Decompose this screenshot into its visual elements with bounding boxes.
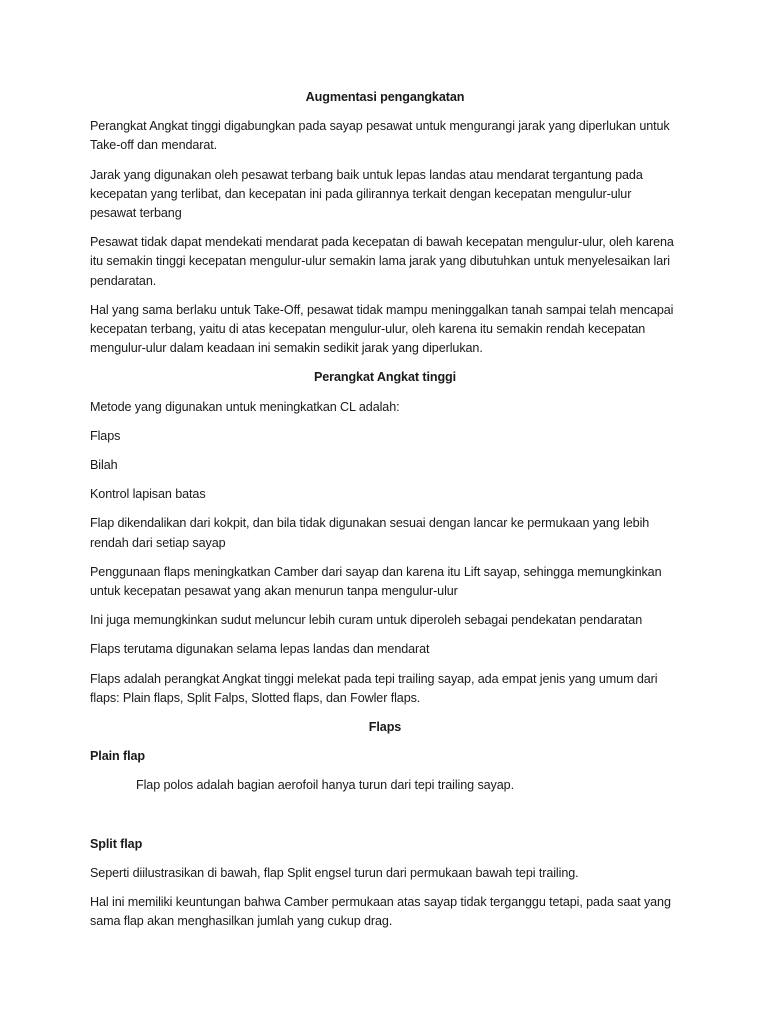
methods-lead: Metode yang digunakan untuk meningkatkan CL adalah: <box>90 399 400 414</box>
intro-paragraph-1: Perangkat Angkat tinggi digabungkan pada sayap pesawat untuk mengurangi jarak yang diperlukan untuk Take-off dan mendarat. <box>90 119 670 153</box>
section1-paragraph-5: Flaps adalah perangkat Angkat tinggi melekat pada tepi trailing sayap, ada empat jenis yang umum dari flaps: Plain flaps, Split Falps, Slotted flaps, dan Fowler flaps. <box>90 671 658 705</box>
split-flap-heading: Split flap <box>90 836 143 851</box>
section1-paragraph-3: Ini juga memungkinkan sudut meluncur lebih curam untuk diperoleh sebagai pendekatan pendaratan <box>90 613 643 628</box>
split-flap-paragraph-2: Hal ini memiliki keuntungan bahwa Camber permukaan atas sayap tidak terganggu tetapi, pada saat yang sama flap akan menghasilkan jumlah yang cukup drag. <box>90 895 671 929</box>
plain-flap-heading: Plain flap <box>90 749 145 764</box>
section1-paragraph-1: Flap dikendalikan dari kokpit, dan bila tidak digunakan sesuai dengan lancar ke permukaan yang lebih rendah dari setiap sayap <box>90 516 650 550</box>
method-item-flaps: Flaps <box>90 428 121 443</box>
document-page <box>90 88 680 942</box>
section-heading-flaps: Flaps <box>368 720 402 735</box>
split-flap-paragraph-1: Seperti diilustrasikan di bawah, flap Split engsel turun dari permukaan bawah tepi trailing. <box>90 865 579 880</box>
plain-flap-text: Flap polos adalah bagian aerofoil hanya turun dari tepi trailing sayap. <box>136 778 514 793</box>
document-title: Augmentasi pengangkatan <box>305 90 465 104</box>
section1-paragraph-4: Flaps terutama digunakan selama lepas landas dan mendarat <box>90 642 430 657</box>
method-item-slats: Bilah <box>90 458 118 473</box>
intro-paragraph-3: Pesawat tidak dapat mendekati mendarat pada kecepatan di bawah kecepatan mengulur-ulur, oleh karena itu semakin tinggi kecepatan mengulur-ulur semakin lama jarak yang dibutuhkan untuk menyelesaikan lari pendaratan. <box>90 235 674 288</box>
section1-paragraph-2: Penggunaan flaps meningkatkan Camber dari sayap dan karena itu Lift sayap, sehingga memungkinkan untuk kecepatan pesawat yang akan menurun tanpa mengulur-ulur <box>90 564 662 599</box>
section-heading-high-lift-devices: Perangkat Angkat tinggi <box>313 370 457 385</box>
method-item-boundary-layer-control: Kontrol lapisan batas <box>90 487 206 502</box>
intro-paragraph-2: Jarak yang digunakan oleh pesawat terbang baik untuk lepas landas atau mendarat tergantung pada kecepatan yang terlibat, dan kecepatan ini pada gilirannya terkait dengan kecepatan mengulur-ulur pesawat terbang <box>90 167 643 221</box>
intro-paragraph-4: Hal yang sama berlaku untuk Take-Off, pesawat tidak mampu meninggalkan tanah sampai telah mencapai kecepatan terbang, yaitu di atas kecepatan mengulur-ulur, oleh karena itu semakin rendah kecepatan mengulur-ulur dalam keadaan ini semakin sedikit jarak yang diperlukan. <box>90 302 674 356</box>
